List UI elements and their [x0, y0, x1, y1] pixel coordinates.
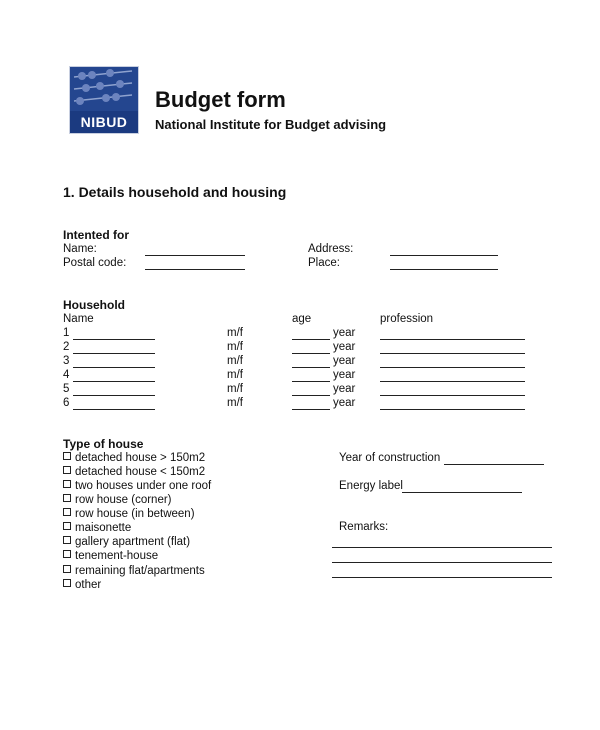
type-of-house-heading: Type of house	[63, 437, 144, 451]
postal-code-label: Postal code:	[63, 257, 127, 269]
household-name-column: Name	[63, 313, 94, 325]
household-row-number: 3	[63, 355, 70, 367]
household-age-column: age	[292, 313, 312, 325]
section-title: 1. Details household and housing	[63, 184, 287, 200]
profession-field[interactable]	[380, 409, 525, 410]
household-name-field[interactable]	[73, 381, 155, 382]
intended-for-heading: Intented for	[63, 228, 129, 242]
checkbox[interactable]	[63, 452, 71, 460]
profession-field[interactable]	[380, 367, 525, 368]
house-type-option[interactable]: two houses under one roof	[63, 480, 211, 492]
energy-label-label: Energy label	[339, 480, 403, 492]
house-type-option[interactable]: other	[63, 579, 101, 591]
house-type-option[interactable]: tenement-house	[63, 550, 158, 562]
age-field[interactable]	[292, 339, 330, 340]
house-type-option[interactable]: detached house > 150m2	[63, 452, 205, 464]
sex-label: m/f	[227, 383, 243, 395]
name-label: Name:	[63, 243, 97, 255]
remarks-line[interactable]	[332, 547, 552, 548]
household-name-field[interactable]	[73, 395, 155, 396]
checkbox[interactable]	[63, 508, 71, 516]
checkbox[interactable]	[63, 466, 71, 474]
checkbox[interactable]	[63, 480, 71, 488]
sex-label: m/f	[227, 397, 243, 409]
logo-text: NIBUD	[80, 114, 128, 130]
year-label: year	[333, 341, 356, 353]
age-field[interactable]	[292, 353, 330, 354]
page-title: Budget form	[155, 87, 286, 112]
year-of-construction-field[interactable]	[444, 464, 544, 465]
house-type-option[interactable]: maisonette	[63, 522, 131, 534]
checkbox[interactable]	[63, 550, 71, 558]
profession-field[interactable]	[380, 353, 525, 354]
name-field[interactable]	[145, 255, 245, 256]
house-type-option[interactable]: gallery apartment (flat)	[63, 536, 190, 548]
age-field[interactable]	[292, 409, 330, 410]
checkbox[interactable]	[63, 565, 71, 573]
household-row-number: 1	[63, 327, 70, 339]
place-label: Place:	[308, 257, 340, 269]
house-type-option[interactable]: row house (in between)	[63, 508, 195, 520]
profession-field[interactable]	[380, 339, 525, 340]
page-subtitle: National Institute for Budget advising	[155, 117, 387, 132]
household-row-number: 4	[63, 369, 70, 381]
household-name-field[interactable]	[73, 409, 155, 410]
sex-label: m/f	[227, 355, 243, 367]
age-field[interactable]	[292, 395, 330, 396]
year-label: year	[333, 397, 356, 409]
household-row-number: 6	[63, 397, 70, 409]
age-field[interactable]	[292, 381, 330, 382]
remarks-label: Remarks:	[339, 521, 389, 533]
remarks-line[interactable]	[332, 577, 552, 578]
household-name-field[interactable]	[73, 367, 155, 368]
address-field[interactable]	[390, 255, 498, 256]
sex-label: m/f	[227, 341, 243, 353]
place-field[interactable]	[390, 269, 498, 270]
household-name-field[interactable]	[73, 339, 155, 340]
address-label: Address:	[308, 243, 354, 255]
year-label: year	[333, 327, 356, 339]
household-heading: Household	[63, 298, 125, 312]
household-profession-column: profession	[380, 313, 434, 325]
profession-field[interactable]	[380, 395, 525, 396]
house-type-option[interactable]: row house (corner)	[63, 494, 172, 506]
household-row-number: 2	[63, 341, 70, 353]
energy-label-field[interactable]	[402, 492, 522, 493]
house-type-option[interactable]: remaining flat/apartments	[63, 565, 205, 577]
year-label: year	[333, 383, 356, 395]
sex-label: m/f	[227, 327, 243, 339]
sex-label: m/f	[227, 369, 243, 381]
year-of-construction-label: Year of construction	[339, 452, 441, 464]
checkbox[interactable]	[63, 522, 71, 530]
checkbox[interactable]	[63, 579, 71, 587]
nibud-logo	[69, 66, 139, 134]
remarks-line[interactable]	[332, 562, 552, 563]
household-row-number: 5	[63, 383, 70, 395]
year-label: year	[333, 369, 356, 381]
house-type-option[interactable]: detached house < 150m2	[63, 466, 205, 478]
household-name-field[interactable]	[73, 353, 155, 354]
year-label: year	[333, 355, 356, 367]
checkbox[interactable]	[63, 536, 71, 544]
profession-field[interactable]	[380, 381, 525, 382]
checkbox[interactable]	[63, 494, 71, 502]
age-field[interactable]	[292, 367, 330, 368]
postal-code-field[interactable]	[145, 269, 245, 270]
